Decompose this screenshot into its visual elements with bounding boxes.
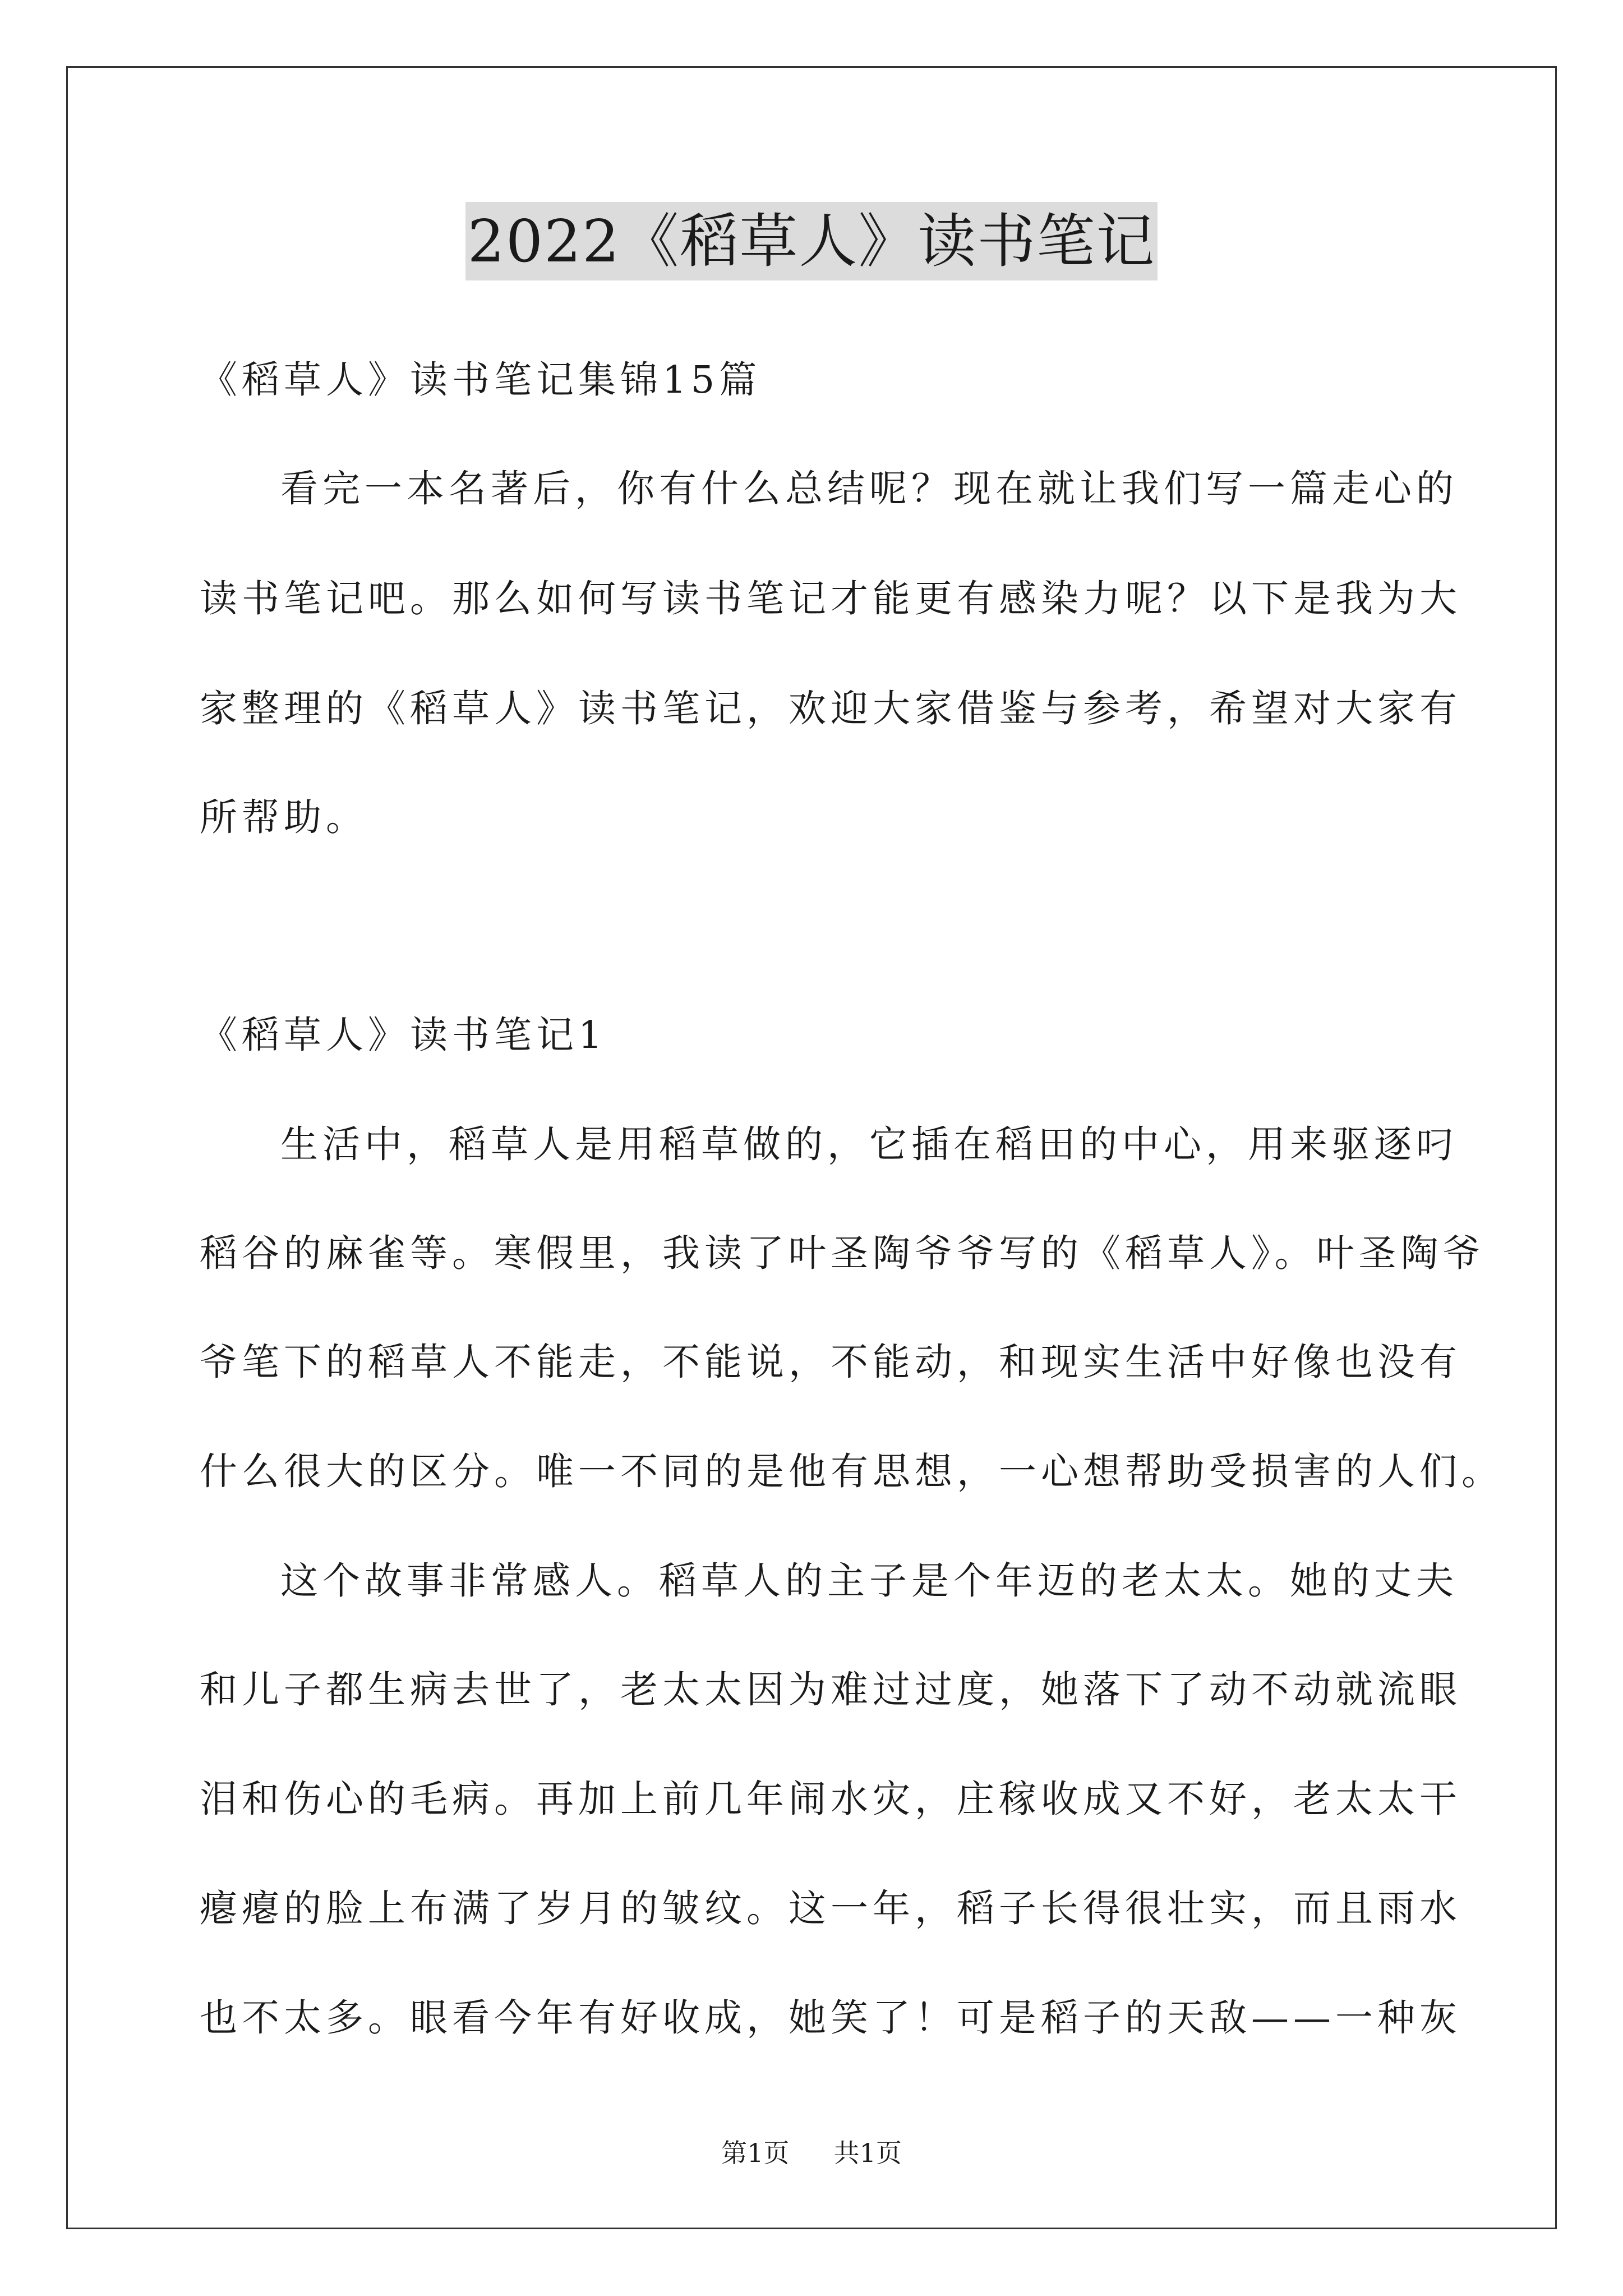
page-footer xyxy=(0,2136,1623,2170)
intro-line: 所帮助。 xyxy=(200,795,368,839)
paragraph-line: 泪和伤心的毛病。再加上前几年闹水灾，庄稼收成又不好，老太太干 xyxy=(200,1777,1461,1821)
paragraph-line: 生活中，稻草人是用稻草做的，它插在稻田的中心，用来驱逐叼 xyxy=(280,1122,1458,1166)
page-total: 共1页 xyxy=(833,2138,902,2168)
paragraph-line: 也不太多。眼看今年有好收成，她笑了！可是稻子的天敌——一种灰 xyxy=(200,1996,1461,2040)
title-container xyxy=(0,202,1623,280)
intro-line: 看完一本名著后，你有什么总结呢？现在就让我们写一篇走心的 xyxy=(280,467,1458,510)
page-number: 第1页 xyxy=(721,2138,790,2168)
paragraph-line: 这个故事非常感人。稻草人的主子是个年迈的老太太。她的丈夫 xyxy=(280,1559,1458,1603)
document-subtitle: 《稻草人》读书笔记集锦15篇 xyxy=(200,358,762,402)
paragraph-line: 和儿子都生病去世了，老太太因为难过过度，她落下了动不动就流眼 xyxy=(200,1668,1461,1711)
paragraph-line: 瘪瘪的脸上布满了岁月的皱纹。这一年，稻子长得很壮实，而且雨水 xyxy=(200,1887,1461,1930)
paragraph-line: 什么很大的区分。唯一不同的是他有思想，一心想帮助受损害的人们。 xyxy=(200,1450,1504,1493)
document-title: 2022《稻草人》读书笔记 xyxy=(465,202,1158,280)
section-heading: 《稻草人》读书笔记1 xyxy=(200,1013,607,1057)
intro-line: 家整理的《稻草人》读书笔记，欢迎大家借鉴与参考，希望对大家有 xyxy=(200,687,1461,730)
paragraph-line: 稻谷的麻雀等。寒假里，我读了叶圣陶爷爷写的《稻草人》。叶圣陶爷 xyxy=(200,1231,1485,1275)
intro-line: 读书笔记吧。那么如何写读书笔记才能更有感染力呢？以下是我为大 xyxy=(200,577,1461,620)
paragraph-line: 爷笔下的稻草人不能走，不能说，不能动，和现实生活中好像也没有 xyxy=(200,1340,1461,1384)
